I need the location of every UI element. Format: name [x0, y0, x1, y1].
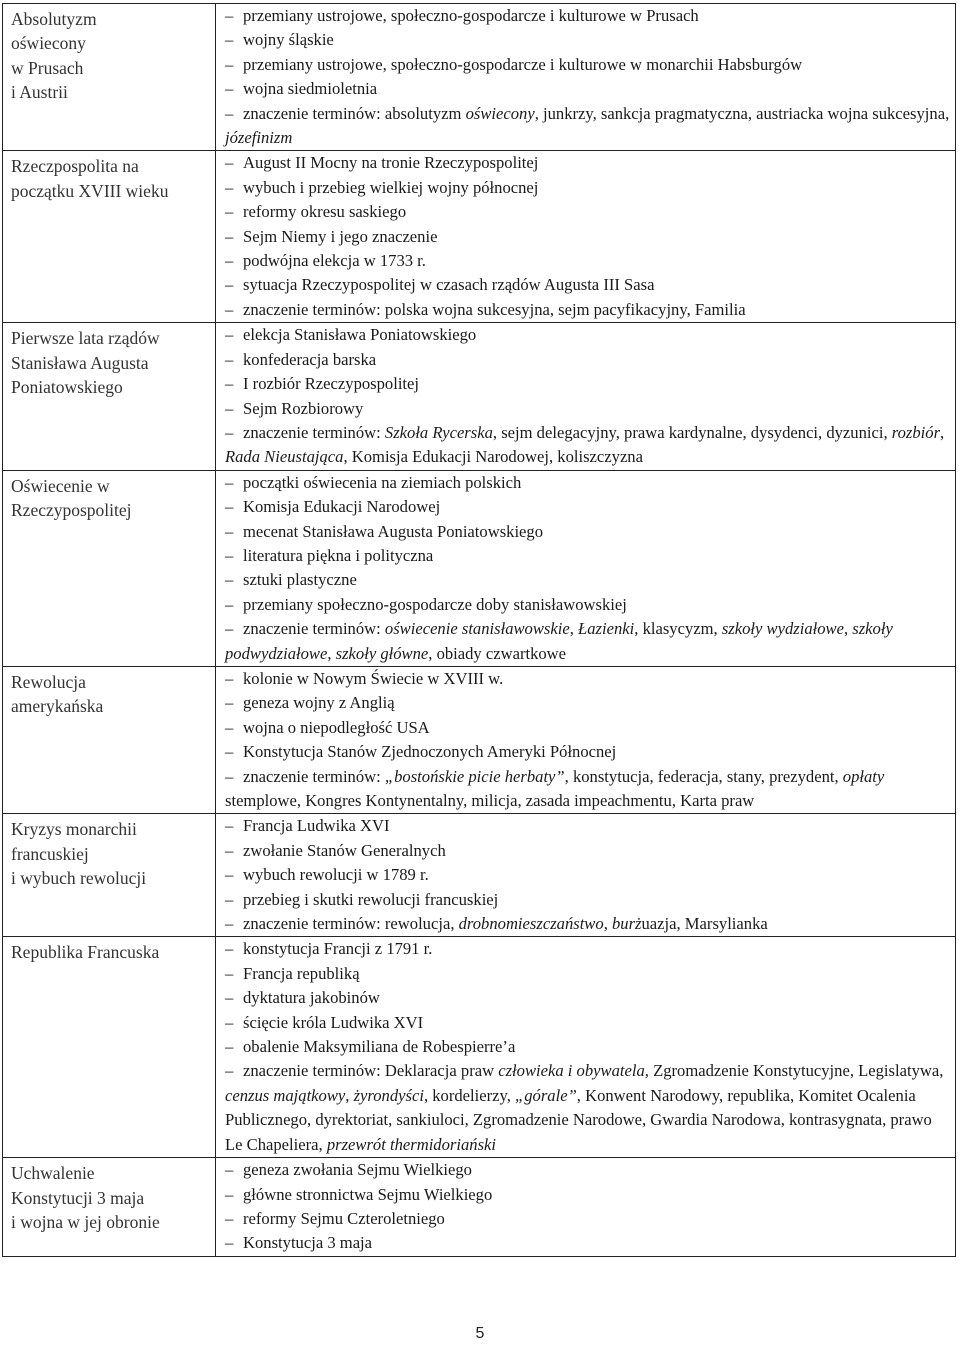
- dash-bullet-icon: –: [225, 1184, 234, 1204]
- entry-text: znaczenie terminów: rewolucja,: [243, 914, 459, 934]
- entry-text: elekcja Stanisława Poniatowskiego: [243, 325, 477, 345]
- list-item: [225, 151, 951, 175]
- dash-bullet-icon: –: [225, 497, 234, 517]
- dash-bullet-icon: –: [225, 963, 234, 983]
- italic-term: żyrondyści: [353, 1085, 424, 1105]
- table-row: [3, 470, 956, 666]
- list-item: [225, 421, 951, 470]
- entry-text: , junkrzy, sankcja pragmatyczna, austriacka wojna sukcesyjna,: [534, 103, 950, 123]
- dash-bullet-icon: –: [225, 717, 234, 737]
- dash-bullet-icon: –: [225, 889, 234, 909]
- topic-cell: [3, 151, 216, 323]
- topic-cell: [3, 814, 216, 937]
- entry-text: wojna o niepodległość USA: [243, 717, 430, 737]
- entry-text: wojny śląskie: [243, 30, 334, 50]
- table-row: [3, 937, 956, 1158]
- topic-cell: [3, 4, 216, 151]
- dash-bullet-icon: –: [225, 1160, 234, 1180]
- list-item: [225, 888, 951, 912]
- entry-text: mecenat Stanisława Augusta Poniatowskiego: [243, 521, 544, 541]
- list-item: [225, 53, 951, 77]
- entry-text: reformy Sejmu Czteroletniego: [243, 1208, 445, 1228]
- italic-term: Łazienki: [578, 619, 635, 639]
- dash-bullet-icon: –: [225, 374, 234, 394]
- entry-text: ,: [327, 643, 336, 663]
- entry-text: ,: [940, 422, 945, 442]
- italic-term: drobnomieszczaństwo: [458, 914, 604, 934]
- italic-term: „bostońskie picie herbaty”: [384, 766, 565, 786]
- dash-bullet-icon: –: [225, 1012, 234, 1032]
- entry-text: Francja Ludwika XVI: [243, 816, 390, 836]
- topic-cell: [3, 937, 216, 1158]
- dash-bullet-icon: –: [225, 202, 234, 222]
- italic-term: oświecony: [465, 103, 535, 123]
- table-row: [3, 666, 956, 813]
- entry-text: ,: [603, 914, 612, 934]
- dash-bullet-icon: –: [225, 816, 234, 836]
- dash-bullet-icon: –: [225, 939, 234, 959]
- list-item: [225, 962, 951, 986]
- list-item: [225, 740, 951, 764]
- entry-text: Sejm Niemy i jego znaczenie: [243, 226, 438, 246]
- entry-text: ,: [569, 619, 579, 639]
- list-item: [225, 348, 951, 372]
- list-item: [225, 568, 951, 592]
- dash-bullet-icon: –: [225, 226, 234, 246]
- entry-text: ,: [345, 1085, 354, 1105]
- list-item: [225, 1158, 951, 1182]
- italic-term: Szkoła Rycerska: [384, 422, 493, 442]
- topic-title: Rewolucja amerykańska: [11, 671, 104, 717]
- entry-text: główne stronnictwa Sejmu Wielkiego: [243, 1184, 493, 1204]
- table-body: [3, 4, 956, 1257]
- dash-bullet-icon: –: [225, 54, 234, 74]
- topic-cell: [3, 323, 216, 470]
- dash-bullet-icon: –: [225, 914, 234, 934]
- list-item: [225, 225, 951, 249]
- entry-text: uazja, Marsylianka: [641, 914, 768, 934]
- entry-text: znaczenie terminów: absolutyzm: [243, 103, 466, 123]
- dash-bullet-icon: –: [225, 766, 234, 786]
- entry-text: wojna siedmioletnia: [243, 79, 378, 99]
- dash-bullet-icon: –: [225, 742, 234, 762]
- italic-term: Rada Nieustająca: [225, 447, 344, 467]
- list-item: [225, 372, 951, 396]
- entry-text: reformy okresu saskiego: [243, 202, 407, 222]
- entry-text: geneza zwołania Sejmu Wielkiego: [243, 1160, 472, 1180]
- table-row: [3, 814, 956, 937]
- topic-title: Rzeczpospolita na początku XVIII wieku: [11, 156, 169, 201]
- dash-bullet-icon: –: [225, 1233, 234, 1253]
- entry-text: sytuacja Rzeczypospolitej w czasach rządów Augusta III Sasa: [243, 275, 655, 295]
- list-item: [225, 765, 951, 814]
- italic-term: szkoły podwydziałowe: [225, 619, 893, 663]
- italic-term: szkoły wydziałowe: [721, 619, 844, 639]
- list-item: [225, 28, 951, 52]
- dash-bullet-icon: –: [225, 545, 234, 565]
- entry-text: , Konwent Narodowy, republika, Komitet Ocalenia Publicznego, dyrektoriat, sankiuloci, Zgromadzenie Narodowe, Gwardia Narodowa, kontrasygnata, prawo Le Chapeliera,: [225, 1085, 932, 1154]
- topic-title: Republika Francuska: [11, 942, 160, 963]
- entry-text: geneza wojny z Anglią: [243, 693, 395, 713]
- italic-term: „górale”: [515, 1085, 577, 1105]
- dash-bullet-icon: –: [225, 422, 234, 442]
- entry-text: I rozbiór Rzeczypospolitej: [243, 374, 420, 394]
- entry-text: przemiany społeczno-gospodarcze doby stanisławowskiej: [243, 594, 627, 614]
- entry-text: ścięcie króla Ludwika XVI: [243, 1012, 424, 1032]
- dash-bullet-icon: –: [225, 619, 234, 639]
- topic-cell: [3, 666, 216, 813]
- topic-cell: [3, 1158, 216, 1257]
- entry-text: znaczenie terminów:: [243, 766, 385, 786]
- italic-term: cenzus majątkowy: [225, 1085, 346, 1105]
- dash-bullet-icon: –: [225, 177, 234, 197]
- entry-text: , Komisja Edukacji Narodowej, koliszczyzna: [343, 447, 643, 467]
- list-item: [225, 4, 951, 28]
- list-item: [225, 298, 951, 322]
- list-item: [225, 814, 951, 838]
- list-item: [225, 200, 951, 224]
- list-item: [225, 1011, 951, 1035]
- list-item: [225, 1035, 951, 1059]
- dash-bullet-icon: –: [225, 1208, 234, 1228]
- list-item: [225, 691, 951, 715]
- dash-bullet-icon: –: [225, 30, 234, 50]
- list-item: [225, 912, 951, 936]
- topic-title: Oświecenie w Rzeczypospolitej: [11, 475, 132, 521]
- entry-text: znaczenie terminów:: [243, 422, 385, 442]
- curriculum-table: [2, 3, 956, 1257]
- italic-term: oświecenie stanisławowskie: [384, 619, 570, 639]
- list-item: [225, 937, 951, 961]
- italic-term: szkoły główne: [335, 643, 429, 663]
- dash-bullet-icon: –: [225, 1061, 234, 1081]
- dash-bullet-icon: –: [225, 153, 234, 173]
- list-item: [225, 520, 951, 544]
- list-item: [225, 863, 951, 887]
- dash-bullet-icon: –: [225, 472, 234, 492]
- list-item: [225, 716, 951, 740]
- dash-bullet-icon: –: [225, 6, 234, 25]
- entry-text: podwójna elekcja w 1733 r.: [243, 251, 426, 271]
- dash-bullet-icon: –: [225, 521, 234, 541]
- list-item: [225, 249, 951, 273]
- topic-title: Kryzys monarchii francuskiej i wybuch rewolucji: [11, 819, 147, 889]
- entry-text: dyktatura jakobinów: [243, 988, 380, 1008]
- topic-title: Uchwalenie Konstytucji 3 maja i wojna w jej obronie: [11, 1163, 160, 1232]
- table-row: [3, 4, 956, 151]
- entry-text: konstytucja Francji z 1791 r.: [243, 939, 433, 959]
- topic-title: Absolutyzm oświecony w Prusach i Austrii: [11, 9, 97, 103]
- list-item: [225, 176, 951, 200]
- entry-text: literatura piękna i polityczna: [243, 545, 434, 565]
- entry-text: początki oświecenia na ziemiach polskich: [243, 472, 522, 492]
- list-item: [225, 471, 951, 495]
- entry-text: , konstytucja, federacja, stany, prezydent,: [564, 766, 843, 786]
- entry-text: Zgromadzenie Konstytucyjne, Legislatywa,: [648, 1061, 944, 1081]
- entry-text: obalenie Maksymiliana de Robespierre’a: [243, 1037, 516, 1057]
- entry-text: , sejm delegacyjny, prawa kardynalne, dysydenci, dyzunici,: [492, 422, 892, 442]
- dash-bullet-icon: –: [225, 594, 234, 614]
- content-cell: [216, 151, 956, 323]
- entry-text: , kordelierzy,: [423, 1085, 516, 1105]
- list-item: [225, 102, 951, 151]
- list-item: [225, 397, 951, 421]
- entry-text: przemiany ustrojowe, społeczno-gospodarcze i kulturowe w Prusach: [243, 6, 699, 25]
- entry-text: kolonie w Nowym Świecie w XVIII w.: [243, 668, 504, 688]
- italic-term: józefinizm: [225, 128, 293, 148]
- dash-bullet-icon: –: [225, 570, 234, 590]
- dash-bullet-icon: –: [225, 865, 234, 885]
- entry-text: , klasycyzm,: [634, 619, 722, 639]
- content-cell: [216, 323, 956, 470]
- dash-bullet-icon: –: [225, 251, 234, 271]
- entry-text: wybuch rewolucji w 1789 r.: [243, 865, 429, 885]
- list-item: [225, 495, 951, 519]
- page-number: 5: [475, 1325, 485, 1342]
- dash-bullet-icon: –: [225, 840, 234, 860]
- content-cell: [216, 470, 956, 666]
- italic-term: rozbiór: [891, 422, 941, 442]
- entry-text: Konstytucja Stanów Zjednoczonych Ameryki Północnej: [243, 742, 617, 762]
- entry-text: znaczenie terminów: Deklaracja praw: [243, 1061, 499, 1081]
- list-item: [225, 667, 951, 691]
- list-item: [225, 1207, 951, 1231]
- dash-bullet-icon: –: [225, 79, 234, 99]
- dash-bullet-icon: –: [225, 325, 234, 345]
- entry-text: zwołanie Stanów Generalnych: [243, 840, 446, 860]
- list-item: [225, 986, 951, 1010]
- italic-term: opłaty: [842, 766, 885, 786]
- list-item: [225, 544, 951, 568]
- entry-text: stemplowe, Kongres Kontynentalny, milicja, zasada impeachmentu, Karta praw: [225, 791, 755, 810]
- italic-term: burż: [611, 914, 642, 934]
- list-item: [225, 273, 951, 297]
- dash-bullet-icon: –: [225, 693, 234, 713]
- dash-bullet-icon: –: [225, 275, 234, 295]
- table-row: [3, 323, 956, 470]
- list-item: [225, 77, 951, 101]
- entry-text: znaczenie terminów:: [243, 619, 385, 639]
- entry-text: przebieg i skutki rewolucji francuskiej: [243, 889, 499, 909]
- entry-text: ,: [843, 619, 853, 639]
- list-item: [225, 1183, 951, 1207]
- entry-text: Konstytucja 3 maja: [243, 1233, 373, 1253]
- list-item: [225, 839, 951, 863]
- list-item: [225, 1231, 951, 1255]
- italic-term: przewrót thermidoriański: [326, 1134, 496, 1154]
- dash-bullet-icon: –: [225, 1037, 234, 1057]
- list-item: [225, 593, 951, 617]
- content-cell: [216, 4, 956, 151]
- entry-text: znaczenie terminów: polska wojna sukcesyjna, sejm pacyfikacyjny, Familia: [243, 299, 746, 319]
- dash-bullet-icon: –: [225, 349, 234, 369]
- table-row: [3, 151, 956, 323]
- dash-bullet-icon: –: [225, 988, 234, 1008]
- entry-text: Sejm Rozbiorowy: [243, 398, 364, 418]
- content-cell: [216, 814, 956, 937]
- entry-text: Komisja Edukacji Narodowej: [243, 497, 441, 517]
- list-item: [225, 323, 951, 347]
- dash-bullet-icon: –: [225, 668, 234, 688]
- entry-text: , obiady czwartkowe: [428, 643, 567, 663]
- entry-text: konfederacja barska: [243, 349, 377, 369]
- dash-bullet-icon: –: [225, 299, 234, 319]
- content-cell: [216, 1158, 956, 1257]
- entry-text: wybuch i przebieg wielkiej wojny północnej: [243, 177, 539, 197]
- topic-cell: [3, 470, 216, 666]
- content-cell: [216, 937, 956, 1158]
- list-item: [225, 617, 951, 666]
- entry-text: przemiany ustrojowe, społeczno-gospodarcze i kulturowe w monarchii Habsburgów: [243, 54, 803, 74]
- italic-term: człowieka i obywatela,: [498, 1061, 649, 1081]
- table-row: [3, 1158, 956, 1257]
- content-cell: [216, 666, 956, 813]
- dash-bullet-icon: –: [225, 398, 234, 418]
- entry-text: sztuki plastyczne: [243, 570, 357, 590]
- dash-bullet-icon: –: [225, 103, 234, 123]
- topic-title: Pierwsze lata rządów Stanisława Augusta Poniatowskiego: [11, 328, 160, 398]
- list-item: [225, 1059, 951, 1157]
- entry-text: Francja republiką: [243, 963, 360, 983]
- entry-text: August II Mocny na tronie Rzeczypospolitej: [243, 153, 539, 173]
